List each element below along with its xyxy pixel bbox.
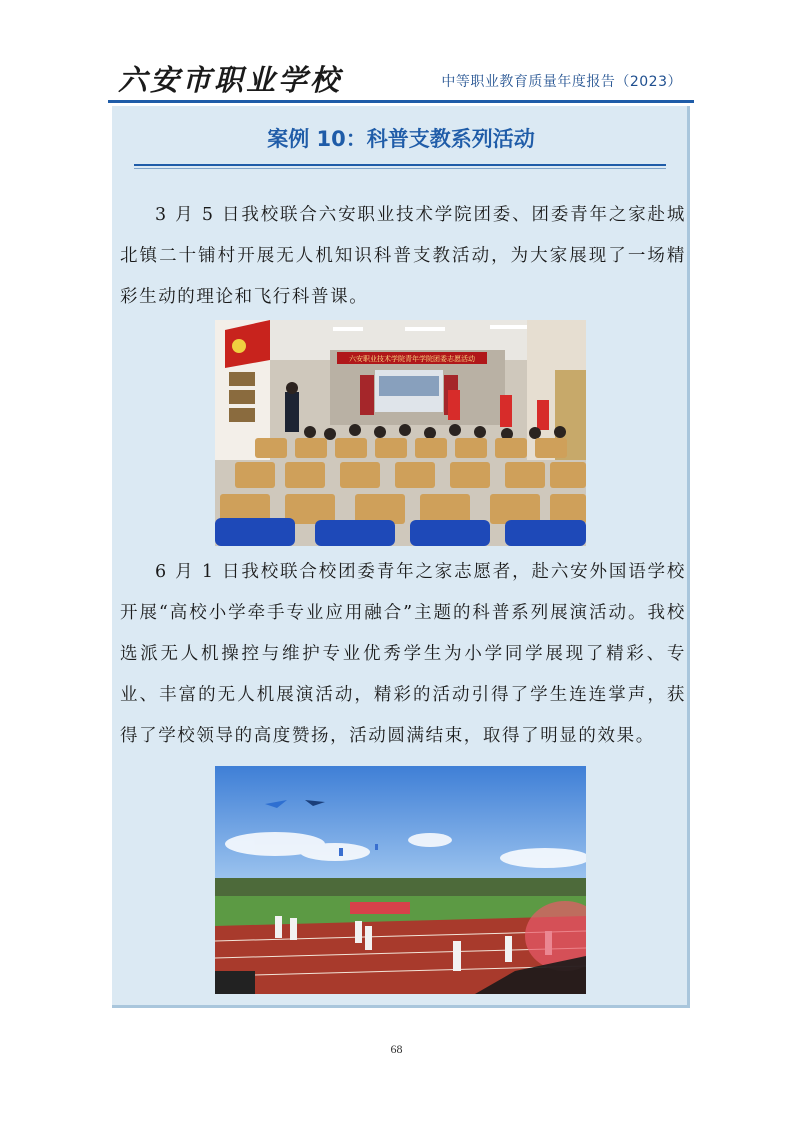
title-divider-thin xyxy=(134,168,666,169)
title-divider xyxy=(134,164,666,166)
header-divider xyxy=(108,100,694,103)
photo-drone-show xyxy=(215,766,586,994)
page-number: 68 xyxy=(390,1042,403,1056)
photo-auditorium xyxy=(215,320,586,546)
photo-banner-text: 六安职业技术学院青年学院团委志愿活动 xyxy=(349,355,475,363)
case-panel xyxy=(112,106,690,1008)
case-title: 案例 10：科普支教系列活动 xyxy=(267,127,535,151)
paragraph-drone-class: 3 月 5 日我校联合六安职业技术学院团委、团委青年之家赴城北镇二十铺村开展无人机知识科普支教活动，为大家展现了一场精彩生动的理论和飞行科普课。 xyxy=(120,205,686,307)
school-logo: 六安市职业学校 xyxy=(118,63,343,97)
report-title: 中等职业教育质量年度报告（2023） xyxy=(441,74,682,90)
paragraph-drone-show: 6 月 1 日我校联合校团委青年之家志愿者，赴六安外国语学校开展“高校小学牵手专业应用融合”主题的科普系列展演活动。我校选派无人机操控与维护专业优秀学生为小学同学展现了精彩、专业、丰富的无人机展演活动，精彩的活动引得了学生连连掌声，获得了学校领导的高度赞扬，活动圆满结束，取得了明显的效果。 xyxy=(120,562,686,746)
